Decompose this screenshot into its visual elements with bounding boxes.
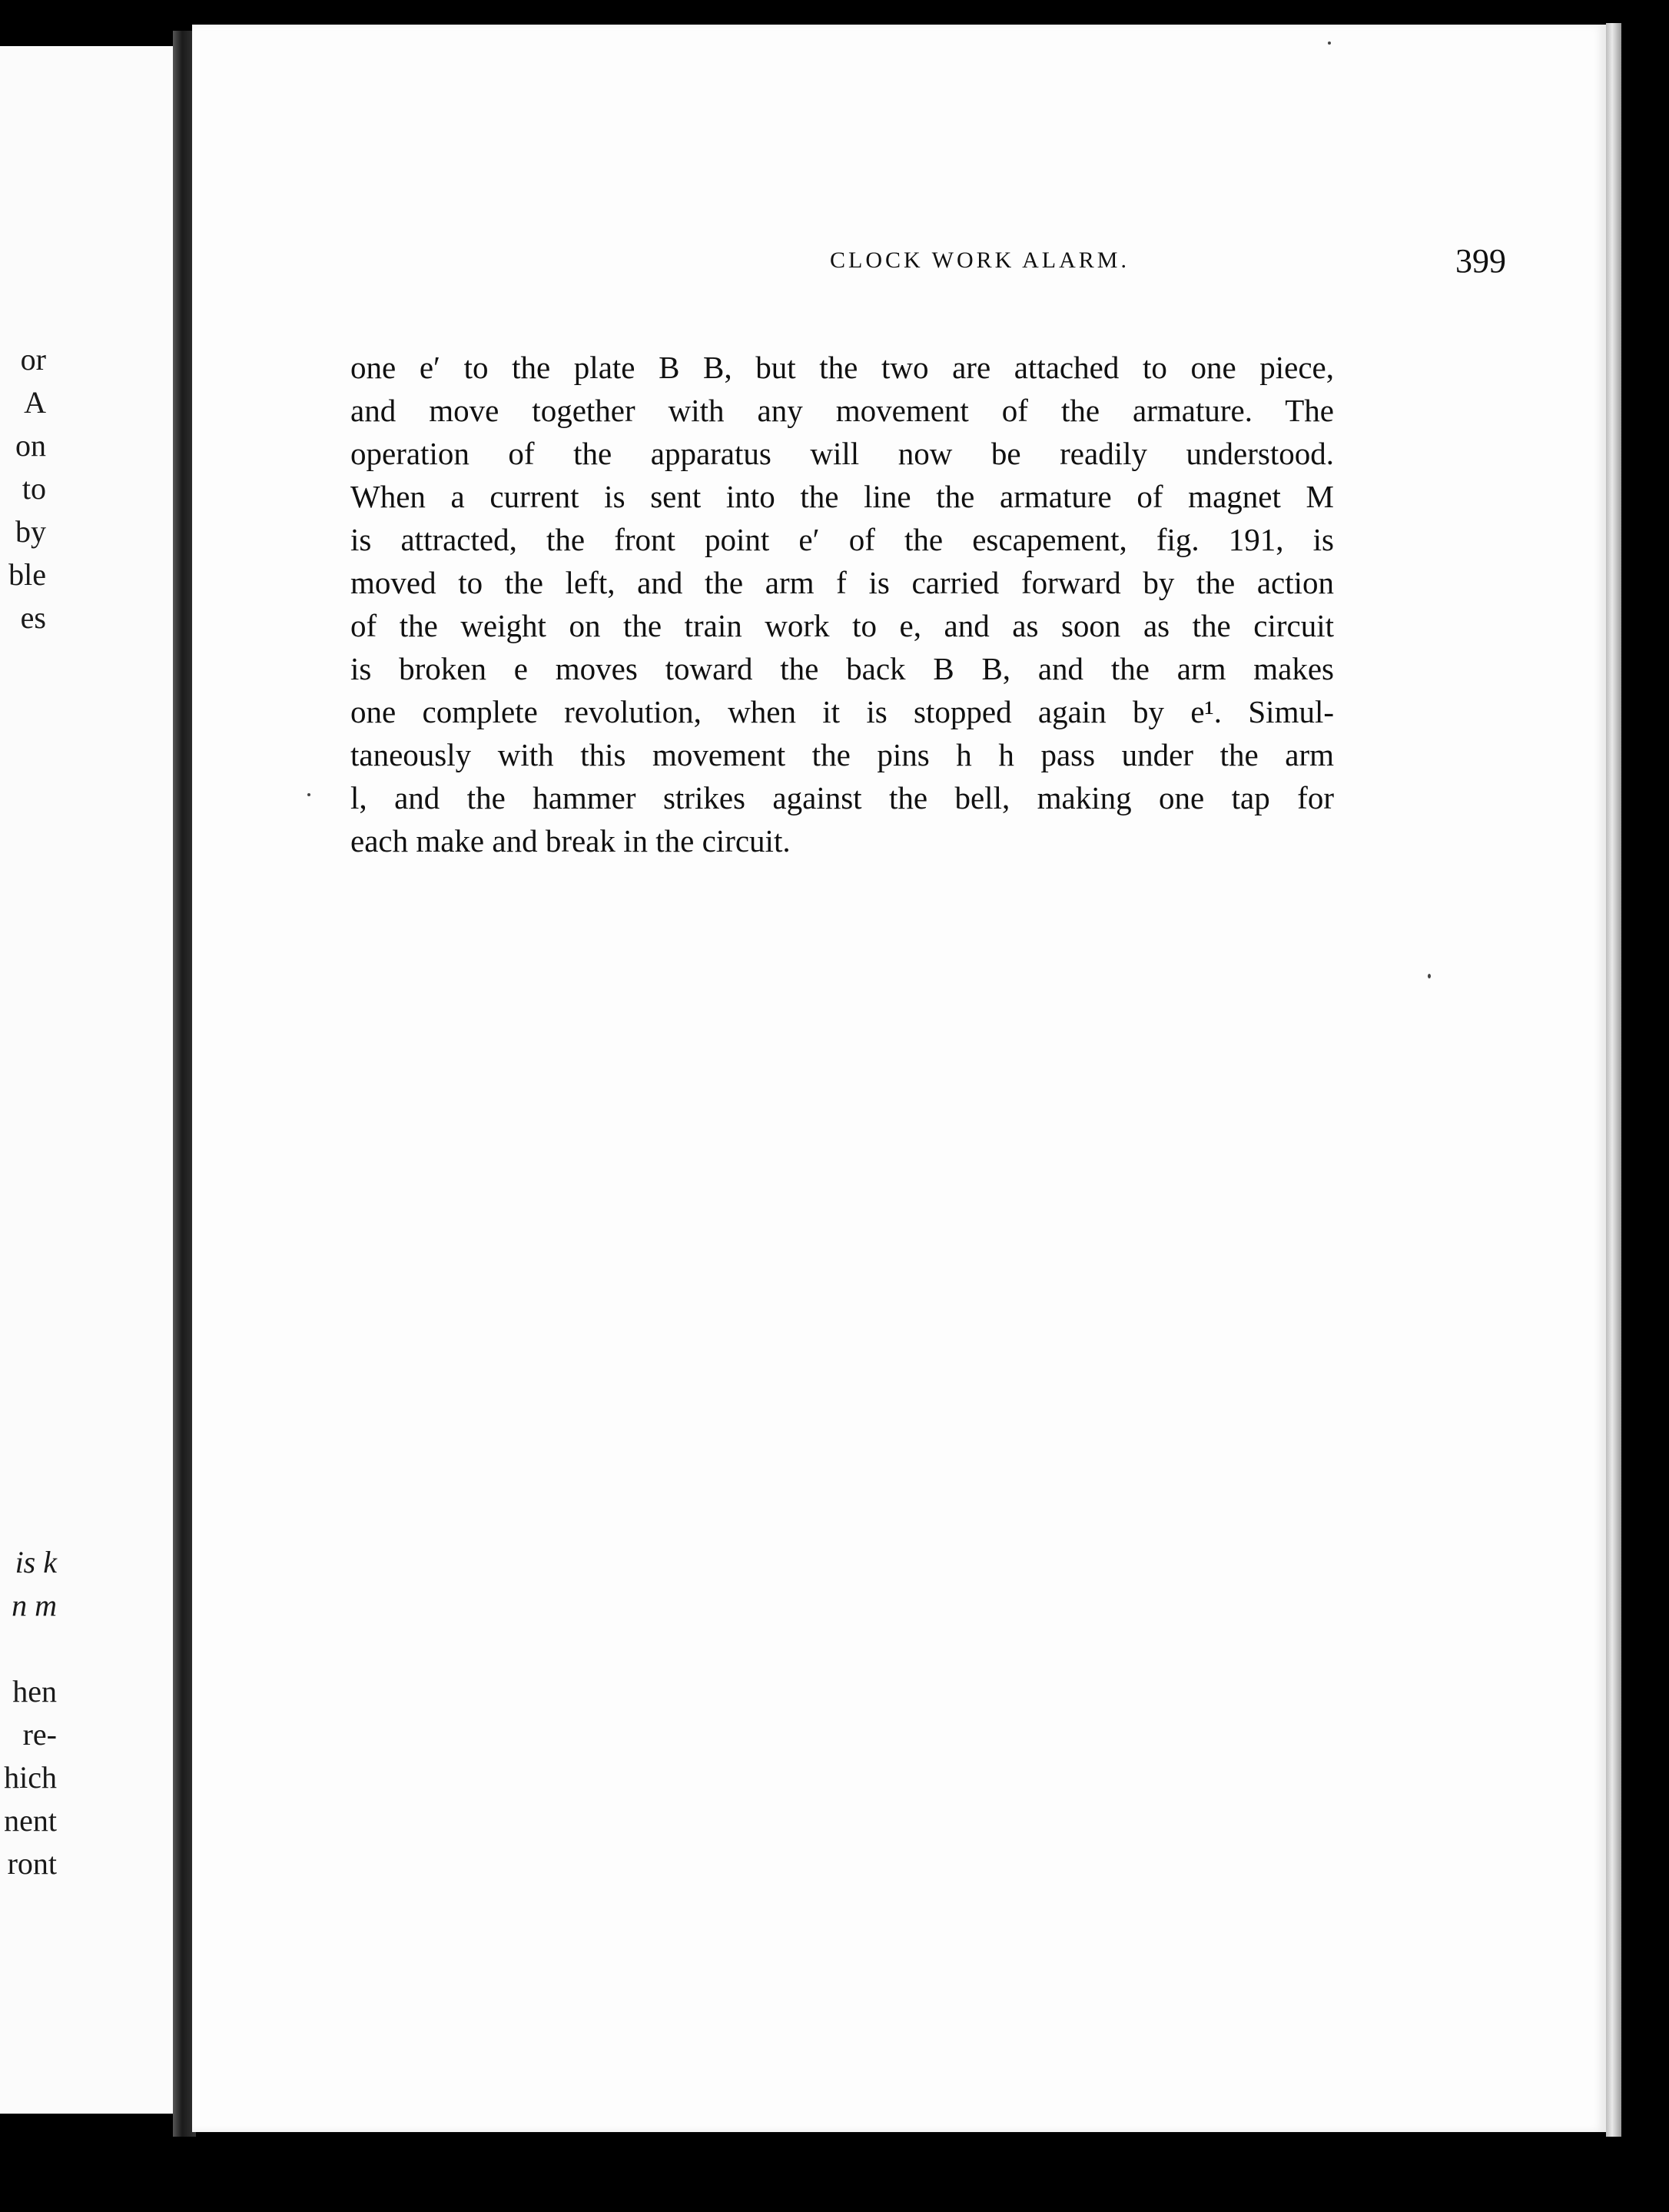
fragment-text: re- — [22, 1717, 57, 1752]
text-line: moved to the left, and the arm f is carried forward by the action — [350, 565, 1334, 600]
page-stack-edge — [1606, 23, 1621, 2137]
fragment-text: n m — [12, 1588, 57, 1622]
fragment-text: hich — [4, 1760, 57, 1795]
scan-speck — [1428, 974, 1431, 978]
fragment-text: to — [22, 471, 46, 506]
page-number: 399 — [1455, 242, 1506, 280]
text-line: taneously with this movement the pins h h pass under the arm — [350, 737, 1334, 772]
fragment-text: is k — [15, 1545, 57, 1579]
book-page — [192, 25, 1606, 2132]
fragment-text — [0, 1627, 57, 1670]
fragment-text: es — [20, 600, 46, 635]
fragment-text: on — [15, 428, 46, 463]
body-paragraph — [350, 346, 1334, 862]
fragment-text: by — [15, 514, 46, 549]
scan-speck — [307, 793, 310, 796]
fragment-text: nent — [4, 1803, 57, 1838]
scan-speck — [1328, 42, 1331, 45]
text-line: is attracted, the front point e′ of the escapement, fig. 191, is — [350, 522, 1334, 557]
fragment-text: or — [20, 342, 46, 377]
text-line: operation of the apparatus will now be readily understood. — [350, 436, 1334, 471]
fragment-text: A — [24, 385, 46, 420]
left-margin-fragments-top — [0, 338, 46, 639]
fragment-text: hen — [12, 1674, 57, 1709]
text-line: of the weight on the train work to e, and as soon as the circuit — [350, 608, 1334, 643]
left-margin-fragments-bottom — [0, 1541, 57, 1885]
text-line: one e′ to the plate B B, but the two are attached to one piece, — [350, 350, 1334, 385]
text-line: l, and the hammer strikes against the bell, making one tap for — [350, 780, 1334, 815]
running-head-title: CLOCK WORK ALARM. — [830, 247, 1130, 273]
text-line: When a current is sent into the line the armature of magnet M — [350, 479, 1334, 514]
text-line: one complete revolution, when it is stopped again by e¹. Simul- — [350, 694, 1334, 729]
running-head — [353, 241, 1506, 287]
fragment-text: ront — [7, 1846, 57, 1881]
fragment-text: ble — [8, 557, 46, 592]
text-line: each make and break in the circuit. — [350, 823, 791, 859]
text-line: is broken e moves toward the back B B, and the arm makes — [350, 651, 1334, 686]
text-line: and move together with any movement of the armature. The — [350, 393, 1334, 428]
previous-page-fragment — [0, 46, 183, 2114]
